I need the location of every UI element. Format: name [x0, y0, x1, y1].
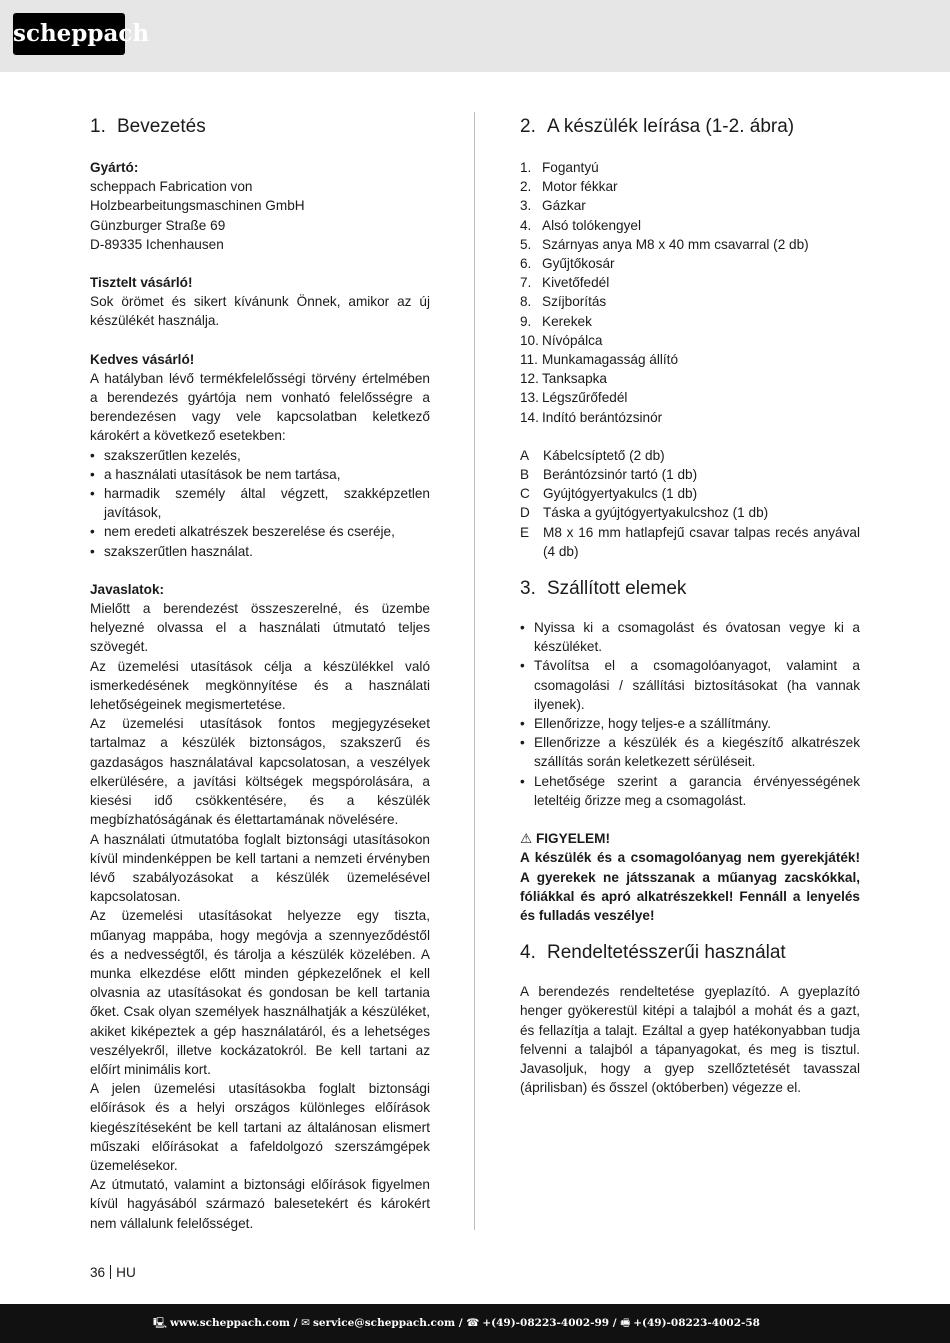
item-number: 9. — [520, 313, 532, 329]
phone-icon: ☎ — [466, 1317, 480, 1329]
section-number: 3. — [520, 578, 536, 600]
recommendation-paragraph: Az üzemelési utasítások célja a készülékkel való ismerkedésének megkönnyítése és a használati lehetőségeinek megismertetése. — [90, 658, 430, 713]
list-item: • nem eredeti alkatrészek beszerelése és cseréje, — [90, 522, 430, 541]
section-heading-introduction — [90, 113, 430, 141]
warning-heading — [520, 829, 860, 848]
list-item: • szakszerűtlen használat. — [90, 542, 430, 561]
item-number: 13. — [520, 390, 539, 406]
page-number-value: 36 — [90, 1265, 106, 1280]
header-band — [0, 0, 950, 72]
list-item — [520, 273, 860, 292]
item-text: Munkamagasság állító — [542, 352, 679, 368]
list-item: • Lehetősége szerint a garancia érvényességének leteltéig őrizze meg a csomagolást. — [520, 772, 860, 810]
liability-heading: Kedves vásárló! — [90, 351, 195, 367]
section-heading-intended-use — [520, 939, 860, 967]
section-title: Bevezetés — [117, 116, 206, 137]
list-item — [520, 388, 860, 407]
page-number — [90, 1264, 136, 1282]
list-item — [520, 177, 860, 196]
section-title: A készülék leírása (1-2. ábra) — [547, 116, 795, 137]
left-column — [90, 113, 430, 1233]
list-item: • Ellenőrizze a készülék és a kiegészítő alkatrészek szállítás során keletkezett sérüléseit. — [520, 733, 860, 771]
section-heading-description — [520, 113, 860, 141]
item-letter: E — [520, 524, 530, 540]
section-number: 1. — [90, 116, 106, 137]
item-letter: B — [520, 467, 530, 483]
item-letter: D — [520, 505, 530, 521]
list-item — [520, 158, 860, 177]
item-number: 12. — [520, 371, 539, 387]
recommendation-paragraph: A használati útmutatóba foglalt biztonsági utasításokon kívül mindenképpen be kell tartani a nemzeti érvényben lévő szabályozásokat a készülék üzemelésével kapcsolatosan. — [90, 831, 430, 905]
list-item: • a használati utasítások be nem tartása, — [90, 465, 430, 484]
warning-text: A készülék és a csomagolóanyag nem gyerekjáték! A gyerekek ne játsszanak a műanyag zacskókkal, fóliákkal és apró alkatrészekkel! Fennáll a lenyelés és fulladás veszélye! — [520, 850, 860, 923]
list-item — [520, 446, 860, 465]
footer-website[interactable]: www.scheppach.com — [170, 1317, 291, 1329]
footer-contacts: 🖳 www.scheppach.com / ✉ service@scheppach.com / ☎ +(49)-08223-4002-99 / 🖷 +(49)-08223-4002-58 — [152, 1317, 760, 1329]
item-number: 5. — [520, 236, 532, 252]
recommendation-paragraph: A jelen üzemelési utasításokba foglalt biztonsági előírások és a helyi országos különleges előírások kiegészítéseként be kell tartani az általánosan elismert műszaki előírásokat a fafeldolgozó szerszámgépek üzemelésekor. — [90, 1081, 430, 1173]
liability-list — [90, 446, 430, 561]
list-item — [520, 312, 860, 331]
fax-icon: 🖷 — [620, 1317, 631, 1329]
item-number: 6. — [520, 256, 532, 272]
item-text: Tanksapka — [542, 371, 607, 387]
item-number: 7. — [520, 275, 532, 291]
warning-title: FIGYELEM! — [535, 831, 610, 847]
item-number: 8. — [520, 294, 532, 310]
list-item: • Távolítsa el a csomagolóanyagot, valamint a csomagolási / szállítási biztosításokat (ha vannak ilyenek). — [520, 656, 860, 714]
item-text: Légszűrőfedél — [542, 390, 628, 406]
list-item — [520, 196, 860, 215]
delivery-list — [520, 618, 860, 810]
item-text: Indító berántózsinór — [542, 409, 663, 425]
item-letter: A — [520, 447, 530, 463]
language-code: HU — [116, 1265, 136, 1280]
list-item — [520, 235, 860, 254]
item-number: 14. — [520, 409, 539, 425]
scheppach-logo: scheppach — [13, 13, 125, 55]
list-item — [520, 484, 860, 503]
envelope-icon: ✉ — [301, 1317, 310, 1329]
list-item — [520, 216, 860, 235]
section-title: Szállított elemek — [547, 578, 687, 600]
item-number: 11. — [520, 352, 538, 368]
item-text: Gyújtógyertyakulcs (1 db) — [543, 486, 698, 502]
address-line: scheppach Fabrication von — [90, 179, 253, 195]
separator — [110, 1265, 111, 1279]
item-number: 10. — [520, 332, 539, 348]
item-text: Berántózsinór tartó (1 db) — [543, 467, 698, 483]
recommendation-paragraph: Az útmutató, valamint a biztonsági előírások figyelmen kívül hagyásából származó balesetekért és károkért nem vállalunk felelősséget. — [90, 1177, 430, 1231]
manufacturer-label: Gyártó: — [90, 160, 139, 175]
warning-icon: ⚠ — [520, 831, 533, 847]
list-item — [520, 350, 860, 369]
item-text: Szárnyas anya M8 x 40 mm csavarral (2 db) — [542, 236, 809, 252]
manufacturer-address — [90, 177, 430, 254]
list-item: • Ellenőrizze, hogy teljes-e a szállítmány. — [520, 714, 860, 733]
list-item — [520, 408, 860, 427]
item-text: Fogantyú — [542, 160, 599, 175]
list-item: • Nyissa ki a csomagolást és óvatosan vegye ki a készüléket. — [520, 618, 860, 656]
recommendation-paragraph: Az üzemelési utasítások fontos megjegyzéseket tartalmaz a készülék biztonságos, szakszerű és gazdaságos használatával kapcsolatosan, a veszélyek elkerülésére, a javítási költségek megspórolására, a kiesési idő csökkentésére, és a készülék megbízhatóságának és élettartamának növelésére. — [90, 716, 430, 828]
section-number: 2. — [520, 116, 536, 137]
item-number: 1. — [520, 160, 532, 175]
computer-icon: 🖳 — [152, 1317, 167, 1329]
item-number: 3. — [520, 198, 532, 214]
liability-text: A hatályban lévő termékfelelősségi törvény értelmében a berendezés gyártója nem vonható felelősségre a berendezésen vagy vele kapcsolatban keletkező károkért a következő esetekben: — [90, 370, 430, 444]
recommendations-heading: Javaslatok: — [90, 581, 165, 597]
item-text: Kivetőfedél — [542, 275, 610, 291]
list-item — [520, 503, 860, 522]
footer-phone: +(49)-08223-4002-99 — [482, 1317, 610, 1329]
list-item — [520, 254, 860, 273]
list-item — [520, 523, 860, 561]
intended-use-text: A berendezés rendeltetése gyeplazító. A gyeplazító henger gyökerestül kitépi a talajból a mohát és a gazt, és fellazítja a talajt. Ezáltal a gyep hatékonyabban tudja felvenni a talajból a tápanyagokat, és meg is tisztul. Javasoljuk, hogy a gyep szellőztetését tavasszal (áprilisban) és ősszel (októberben) végezze el. — [520, 984, 860, 1096]
list-item — [520, 292, 860, 311]
item-number: 4. — [520, 217, 532, 233]
footer-bar — [0, 1304, 950, 1343]
item-text: Kábelcsíptető (2 db) — [543, 447, 665, 463]
greeting-heading: Tisztelt vásárló! — [90, 275, 193, 291]
item-text: Táska a gyújtógyertyakulcshoz (1 db) — [543, 505, 769, 521]
item-text: M8 x 16 mm hatlapfejű csavar talpas recés anyával (4 db) — [543, 524, 860, 559]
item-text: Motor fékkar — [542, 179, 618, 195]
item-letter: C — [520, 486, 530, 502]
recommendation-paragraph: Az üzemelési utasításokat helyezze egy tiszta, műanyag mappába, hogy megóvja a szennyeződéstől és a nedvességtől, és tárolja a készülék közelében. A munka elkezdése előtt minden gépkezelőnek el kell olvasnia az utasításokat és gondosan be kell tartania őket. Csak olyan személyek használhatják a készüléket, akiket kiképeztek a gép használatáról, és a lehetséges veszélyekről, illetve kockázatokról. Be kell tartani az előírt minimális kort. — [90, 908, 430, 1077]
parts-list — [520, 158, 860, 427]
section-number: 4. — [520, 942, 536, 964]
item-text: Szíjborítás — [542, 294, 607, 310]
list-item — [520, 369, 860, 388]
footer-fax: +(49)-08223-4002-58 — [633, 1317, 760, 1329]
address-line: Holzbearbeitungsmaschinen GmbH — [90, 198, 305, 214]
item-text: Kerekek — [542, 313, 592, 329]
greeting-text: Sok örömet és sikert kívánunk Önnek, amikor az új készülékét használja. — [90, 294, 430, 329]
address-line: D-89335 Ichenhausen — [90, 236, 224, 252]
item-number: 2. — [520, 179, 532, 195]
list-item — [520, 465, 860, 484]
item-text: Gázkar — [542, 198, 586, 214]
section-heading-delivery — [520, 575, 860, 603]
list-item: • szakszerűtlen kezelés, — [90, 446, 430, 465]
accessories-list — [520, 446, 860, 561]
section-title: Rendeltetésszerűi használat — [547, 942, 786, 964]
list-item — [520, 331, 860, 350]
address-line: Günzburger Straße 69 — [90, 217, 226, 233]
item-text: Gyűjtőkosár — [542, 256, 615, 272]
right-column — [520, 113, 860, 1097]
column-divider — [474, 112, 475, 1230]
footer-email[interactable]: service@scheppach.com — [312, 1317, 456, 1329]
item-text: Alsó tolókengyel — [542, 217, 641, 233]
item-text: Nívópálca — [542, 332, 603, 348]
list-item: • harmadik személy által végzett, szakképzetlen javítások, — [90, 484, 430, 522]
recommendation-paragraph: Mielőtt a berendezést összeszerelné, és üzembe helyezné olvassa el a használati útmutató teljes szövegét. — [90, 601, 430, 655]
